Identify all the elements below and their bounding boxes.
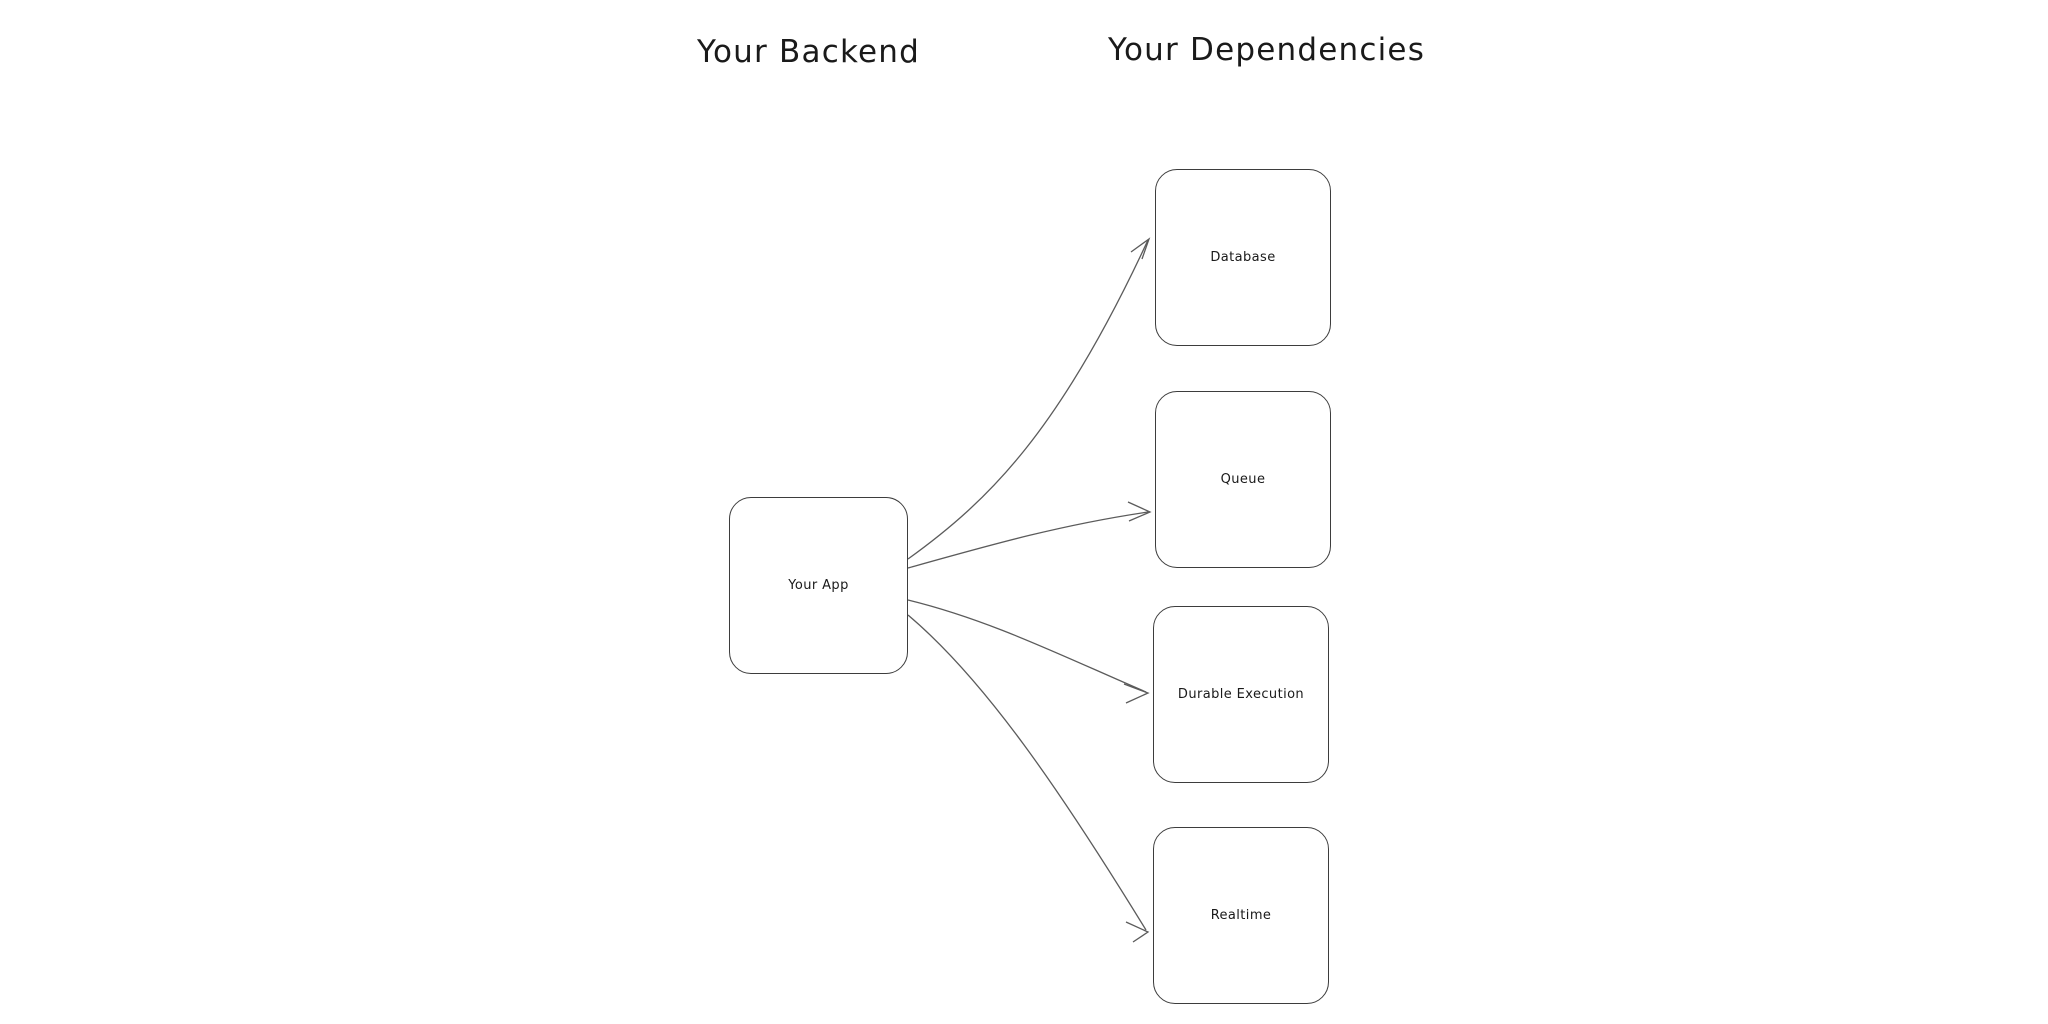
edge-app-to-realtime (908, 615, 1146, 930)
edge-arrowhead-durable (1124, 684, 1148, 703)
node-label-database: Database (1210, 250, 1276, 265)
column-title-backend: Your Backend (697, 34, 920, 70)
node-realtime[interactable] (1153, 827, 1329, 1004)
node-label-realtime: Realtime (1210, 908, 1272, 923)
edge-arrowhead-queue (1128, 502, 1150, 521)
node-label-your-app: Your App (788, 578, 849, 593)
edge-arrowhead-realtime (1126, 922, 1148, 942)
edge-arrowhead-database (1131, 239, 1149, 259)
column-title-dependencies: Your Dependencies (1108, 32, 1426, 68)
node-label-durable-execution: Durable Execution (1177, 687, 1305, 702)
edge-app-to-queue (908, 512, 1148, 568)
node-your-app[interactable] (729, 497, 908, 674)
edge-app-to-durable (908, 600, 1146, 692)
node-database[interactable] (1155, 169, 1331, 346)
node-label-queue: Queue (1220, 472, 1266, 487)
edge-app-to-database (908, 240, 1148, 559)
node-queue[interactable] (1155, 391, 1331, 568)
node-durable-execution[interactable] (1153, 606, 1329, 783)
